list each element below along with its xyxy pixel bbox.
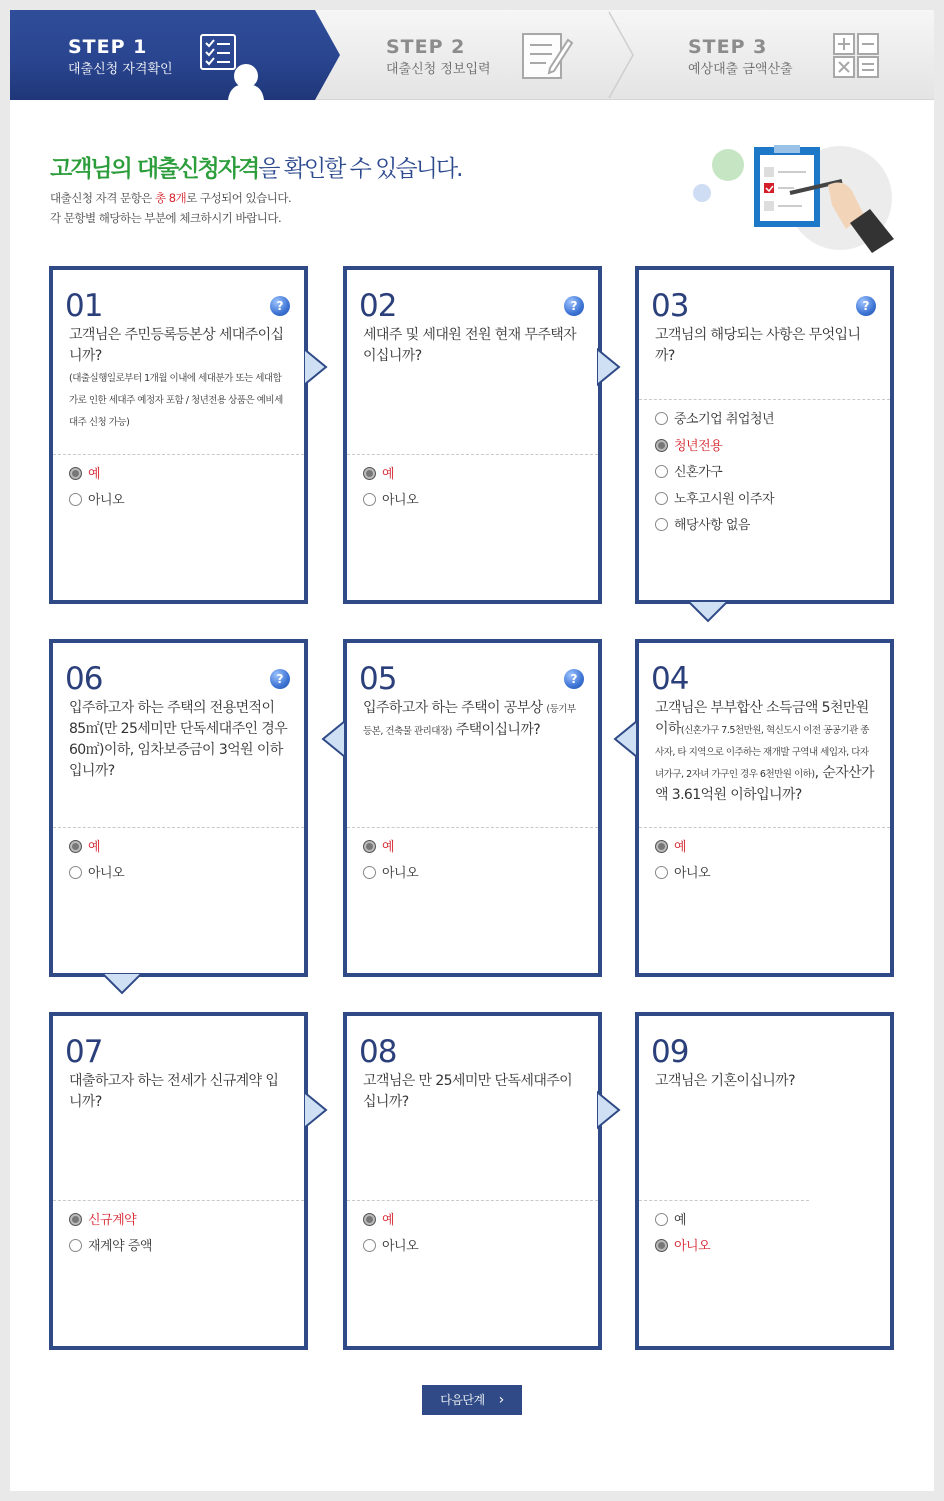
question-card-09 <box>635 1012 894 1350</box>
option-label: 아니오 <box>674 1239 711 1254</box>
question-main: 고객님은 주민등록등본상 세대주이십니까? <box>69 327 284 364</box>
radio[interactable] <box>363 1239 376 1252</box>
option-label: 재계약 증액 <box>88 1239 152 1254</box>
option-label: 예 <box>88 840 101 855</box>
page-headline <box>50 150 461 183</box>
question-text: 고객님은 기혼이십니까? <box>655 1073 795 1089</box>
chevron-right-icon: › <box>498 1392 504 1408</box>
chevron-right-icon <box>304 1090 328 1130</box>
question-card-04 <box>635 639 894 977</box>
option-label: 예 <box>382 1213 395 1228</box>
option-no[interactable] <box>363 1239 418 1255</box>
radio[interactable] <box>655 518 668 531</box>
chevron-left-icon <box>613 719 637 759</box>
radio[interactable] <box>69 493 82 506</box>
option-no[interactable] <box>69 493 124 509</box>
question-card-05 <box>343 639 602 977</box>
radio[interactable] <box>363 866 376 879</box>
option-gosiwon[interactable] <box>655 492 774 508</box>
option-label: 신규계약 <box>88 1213 137 1228</box>
radio-selected[interactable] <box>655 1239 668 1252</box>
step-3-title: STEP 3 <box>688 36 768 58</box>
question-card-03 <box>635 266 894 604</box>
option-label: 청년전용 <box>674 439 723 454</box>
option-no[interactable] <box>655 1239 710 1255</box>
chevron-right-icon <box>597 347 621 387</box>
question-text: 고객님의 해당되는 사항은 무엇입니까? <box>655 327 861 364</box>
option-youth-only[interactable] <box>655 439 722 455</box>
question-number: 07 <box>65 1034 103 1070</box>
question-number: 01 <box>65 288 103 324</box>
radio-selected[interactable] <box>363 840 376 853</box>
option-yes[interactable] <box>363 467 394 483</box>
radio[interactable] <box>363 493 376 506</box>
radio[interactable] <box>655 1213 668 1226</box>
divider <box>347 1200 598 1201</box>
question-text <box>69 325 289 433</box>
radio[interactable] <box>655 465 668 478</box>
option-yes[interactable] <box>655 1213 686 1229</box>
question-text: 입주하고자 하는 주택의 전용면적이 85㎡(만 25세미만 단독세대주인 경우 60㎡)이하, 임차보증금이 3억원 이하입니까? <box>69 700 288 779</box>
radio-selected[interactable] <box>69 467 82 480</box>
step-2-title: STEP 2 <box>386 36 466 58</box>
option-label: 예 <box>674 1213 687 1228</box>
intro-desc-2: 각 문항별 해당하는 부분에 체크하시기 바랍니다. <box>50 211 282 225</box>
radio-selected[interactable] <box>363 467 376 480</box>
desc-count: 총 8개 <box>154 191 187 205</box>
help-icon[interactable]: ? <box>270 669 290 689</box>
question-number: 08 <box>359 1034 397 1070</box>
option-no[interactable] <box>69 866 124 882</box>
question-text <box>655 698 875 806</box>
question-number: 06 <box>65 661 103 697</box>
radio[interactable] <box>69 1239 82 1252</box>
option-no[interactable] <box>363 493 418 509</box>
option-label: 아니오 <box>382 493 419 508</box>
radio[interactable] <box>655 492 668 505</box>
step-2-label: 대출신청 정보입력 <box>386 62 491 77</box>
headline-rest: 을 확인할 수 있습니다. <box>258 156 462 182</box>
option-label: 예 <box>382 840 395 855</box>
option-label: 아니오 <box>382 866 419 881</box>
step-divider <box>607 10 637 100</box>
question-number: 04 <box>651 661 689 697</box>
option-renewal[interactable] <box>69 1239 152 1255</box>
question-text: 세대주 및 세대원 전원 현재 무주택자이십니까? <box>363 327 577 364</box>
clipboard-hand-icon <box>690 143 910 253</box>
option-label: 신혼가구 <box>674 465 723 480</box>
step-1-active <box>10 10 340 100</box>
step-bar <box>10 10 934 100</box>
chevron-down-icon <box>686 601 730 625</box>
question-text: 대출하고자 하는 전세가 신규계약 입니까? <box>69 1073 279 1110</box>
option-label: 예 <box>88 467 101 482</box>
option-yes[interactable] <box>69 840 100 856</box>
divider <box>347 827 598 828</box>
question-number: 02 <box>359 288 397 324</box>
option-yes[interactable] <box>655 840 686 856</box>
option-label: 예 <box>382 467 395 482</box>
option-label: 중소기업 취업청년 <box>674 412 775 427</box>
desc-text: 대출신청 자격 문항은 <box>50 191 155 205</box>
option-new-contract[interactable] <box>69 1213 136 1229</box>
option-yes[interactable] <box>363 1213 394 1229</box>
divider <box>639 399 890 400</box>
radio[interactable] <box>655 412 668 425</box>
question-text <box>363 698 583 742</box>
step-3-label: 예상대출 금액산출 <box>688 62 793 77</box>
question-text: 고객님은 만 25세미만 단독세대주이십니까? <box>363 1073 573 1110</box>
desc-text-end: 로 구성되어 있습니다. <box>186 191 292 205</box>
page-frame <box>10 10 934 1491</box>
option-no[interactable] <box>655 866 710 882</box>
option-label: 아니오 <box>674 866 711 881</box>
next-step-label: 다음단계 <box>440 1393 485 1407</box>
question-note: (대출실행일로부터 1개월 이내에 세대분가 또는 세대합가로 인한 세대주 예정자 포함 / 청년전용 상품은 예비세대주 신청 가능) <box>69 373 283 428</box>
chevron-right-icon <box>304 347 328 387</box>
option-sme-youth[interactable] <box>655 412 774 428</box>
question-main-end: 주택이십니까? <box>451 722 541 738</box>
question-note: (등기부등본, 건축물 관리대장) <box>363 704 576 737</box>
option-none[interactable] <box>655 518 750 534</box>
help-icon[interactable]: ? <box>564 296 584 316</box>
intro-desc-1 <box>50 190 291 206</box>
question-card-08 <box>343 1012 602 1350</box>
checklist-person-icon <box>198 32 266 102</box>
radio-selected[interactable] <box>655 840 668 853</box>
form-pencil-icon <box>520 28 576 84</box>
question-main-end: , 순자산가액 3.61억원 이하입니까? <box>655 765 874 803</box>
question-note: (신혼가구 7.5천만원, 혁신도시 이전 공공기관 종사자, 타 지역으로 이주하는 재개발 구역내 세입자, 다자녀가구, 2자녀 가구인 경우 6천만원 이하) <box>655 725 869 780</box>
help-icon[interactable]: ? <box>270 296 290 316</box>
question-main: 고객님은 부부합산 소득금액 5천만원 이하 <box>655 700 869 737</box>
option-no[interactable] <box>363 866 418 882</box>
question-card-07 <box>49 1012 308 1350</box>
headline-highlight: 고객님의 대출신청자격 <box>50 156 259 182</box>
radio-selected[interactable] <box>69 1213 82 1226</box>
option-label: 아니오 <box>382 1239 419 1254</box>
option-yes[interactable] <box>69 467 100 483</box>
question-card-02 <box>343 266 602 604</box>
option-label: 아니오 <box>88 866 125 881</box>
question-card-01 <box>49 266 308 604</box>
radio-selected[interactable] <box>363 1213 376 1226</box>
divider <box>53 827 304 828</box>
question-number: 09 <box>651 1034 689 1070</box>
question-main: 입주하고자 하는 주택이 공부상 <box>363 700 547 716</box>
chevron-down-icon <box>100 973 144 997</box>
step-1-title: STEP 1 <box>68 36 148 58</box>
question-number: 03 <box>651 288 689 324</box>
option-label: 노후고시원 이주자 <box>674 492 775 507</box>
calculator-icon <box>832 32 882 80</box>
radio-selected[interactable] <box>69 840 82 853</box>
divider <box>639 827 890 828</box>
next-step-button[interactable] <box>422 1385 522 1415</box>
divider <box>53 1200 304 1201</box>
help-icon[interactable]: ? <box>564 669 584 689</box>
option-yes[interactable] <box>363 840 394 856</box>
chevron-left-icon <box>321 719 345 759</box>
option-label: 아니오 <box>88 493 125 508</box>
option-label: 해당사항 없음 <box>674 518 750 533</box>
help-icon[interactable]: ? <box>856 296 876 316</box>
divider <box>639 1200 809 1201</box>
option-label: 예 <box>674 840 687 855</box>
question-number: 05 <box>359 661 397 697</box>
radio[interactable] <box>655 866 668 879</box>
option-newlywed[interactable] <box>655 465 722 481</box>
radio[interactable] <box>69 866 82 879</box>
divider <box>53 454 304 455</box>
chevron-right-icon <box>597 1090 621 1130</box>
radio-selected[interactable] <box>655 439 668 452</box>
divider <box>347 454 598 455</box>
step-1-label: 대출신청 자격확인 <box>68 62 173 77</box>
question-card-06 <box>49 639 308 977</box>
